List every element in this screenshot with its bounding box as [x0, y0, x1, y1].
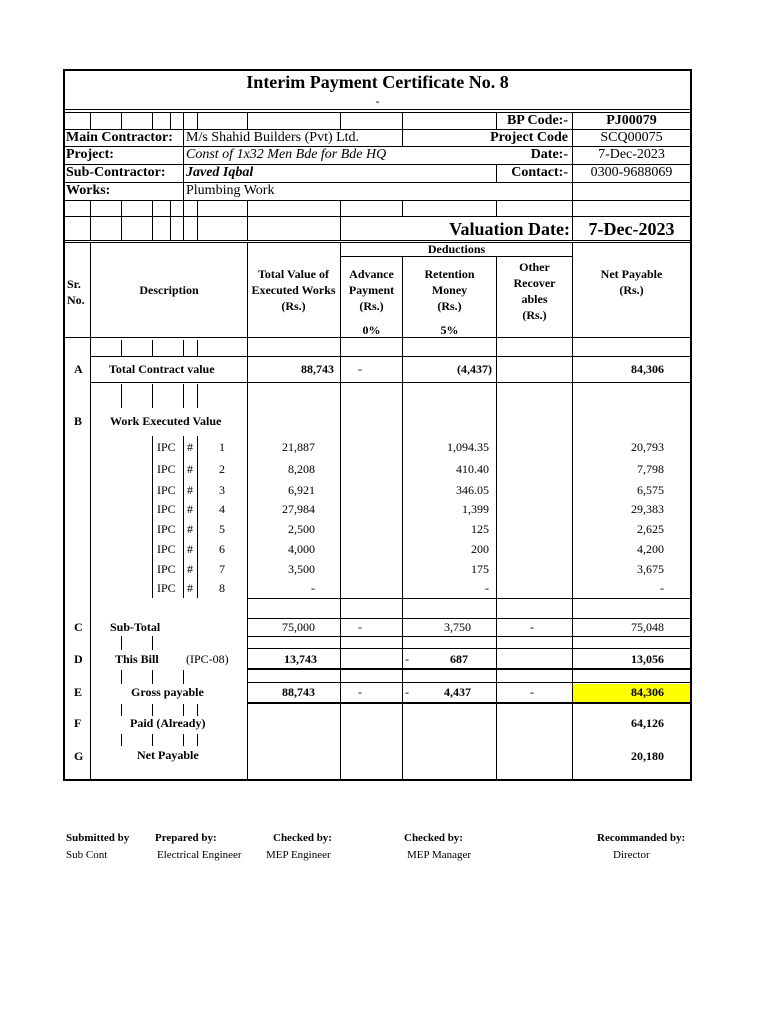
retention-header-line2: Money: [431, 283, 468, 297]
ipc-net: 3,675: [637, 562, 664, 576]
ipc-retention: 200: [471, 542, 489, 556]
total-value-header-line3: (Rs.): [281, 299, 306, 313]
project-value: Const of 1x32 Men Bde for Bde HQ: [186, 147, 387, 162]
signature-role: Submitted by: [66, 832, 130, 844]
ipc-net: 7,798: [637, 462, 664, 476]
other-header-line4: (Rs.): [522, 308, 547, 322]
signature-name: MEP Engineer: [266, 849, 331, 861]
total-value-header-line1: Total Value of: [258, 267, 329, 281]
row-e-sr: E: [74, 685, 83, 699]
ipc-net: -: [660, 581, 664, 595]
ipc-net: 6,575: [637, 483, 664, 497]
row-a-advance: -: [358, 362, 362, 376]
row-d-net: 13,056: [631, 652, 664, 666]
net-payable-header: [573, 266, 690, 298]
ipc-hash: #: [187, 440, 193, 454]
ipc-retention: 125: [471, 522, 489, 536]
net-payable-header-line1: Net Payable: [600, 267, 663, 281]
row-f-sr: F: [74, 716, 82, 730]
sr-header-line1: Sr.: [67, 277, 81, 291]
ipc-retention: 410.40: [456, 462, 489, 476]
ipc-label: IPC: [157, 562, 176, 576]
ipc-retention: 1,094.35: [447, 440, 489, 454]
ipc-hash: #: [187, 542, 193, 556]
sub-contractor-label: Sub-Contractor:: [66, 165, 166, 180]
ipc-number: 3: [219, 483, 225, 497]
ipc-net: 4,200: [637, 542, 664, 556]
contact-value: 0300-9688069: [590, 165, 673, 180]
row-a-net: 84,306: [631, 362, 664, 376]
ipc-number: 7: [219, 562, 225, 576]
ipc-number: 5: [219, 522, 225, 536]
signature-role: Checked by:: [404, 832, 463, 844]
works-value: Plumbing Work: [186, 183, 275, 198]
row-d-sr: D: [74, 652, 83, 666]
deductions-header: Deductions: [427, 242, 486, 256]
ipc-net: 20,793: [631, 440, 664, 454]
bp-code-value: PJ00079: [606, 113, 657, 128]
row-a-desc: Total Contract value: [109, 362, 215, 376]
retention-header-line1: Retention: [424, 267, 475, 281]
advance-header-line3: (Rs.): [359, 299, 384, 313]
ipc-retention: 1,399: [462, 502, 489, 516]
ipc-hash: #: [187, 502, 193, 516]
row-e-total: 88,743: [282, 685, 315, 699]
valuation-date-value: 7-Dec-2023: [588, 219, 675, 239]
row-c-other: -: [530, 620, 534, 634]
row-c-net: 75,048: [631, 620, 664, 634]
row-c-advance: -: [358, 620, 362, 634]
row-g-desc: Net Payable: [137, 748, 199, 762]
row-a-total: 88,743: [301, 362, 334, 376]
row-b-desc: Work Executed Value: [110, 414, 222, 428]
project-code-value: SCQ00075: [600, 130, 663, 145]
date-value: 7-Dec-2023: [598, 147, 665, 162]
row-c-total: 75,000: [282, 620, 315, 634]
row-d-ipc: (IPC-08): [186, 652, 229, 666]
ipc-total: 2,500: [288, 522, 315, 536]
row-f-net: 64,126: [631, 716, 664, 730]
ipc-total: 6,921: [288, 483, 315, 497]
ipc-number: 1: [219, 440, 225, 454]
signature-role: Prepared by:: [155, 832, 217, 844]
ipc-label: IPC: [157, 483, 176, 497]
ipc-total: 27,984: [282, 502, 315, 516]
date-label: Date:-: [530, 147, 568, 162]
ipc-label: IPC: [157, 542, 176, 556]
net-payable-header-line2: (Rs.): [619, 283, 644, 297]
bp-code-label: BP Code:-: [506, 113, 568, 128]
ipc-total: 8,208: [288, 462, 315, 476]
ipc-retention: -: [485, 581, 489, 595]
row-d-desc: This Bill: [115, 652, 159, 666]
ipc-hash: #: [187, 483, 193, 497]
row-a-retention: (4,437): [457, 362, 492, 376]
ipc-number: 4: [219, 502, 225, 516]
total-value-header: [247, 266, 340, 314]
works-label: Works:: [66, 183, 111, 198]
ipc-label: IPC: [157, 462, 176, 476]
main-contractor-value: M/s Shahid Builders (Pvt) Ltd.: [186, 130, 360, 145]
sr-header-line2: No.: [67, 293, 85, 307]
row-c-retention: 3,750: [444, 620, 471, 634]
other-header-line1: Other: [519, 260, 550, 274]
row-g-sr: G: [74, 749, 84, 763]
row-d-retention: 687: [450, 652, 468, 666]
description-header: Description: [139, 283, 199, 297]
row-e-advance: -: [358, 685, 362, 699]
signature-role: Checked by:: [273, 832, 332, 844]
row-c-sr: C: [74, 620, 83, 634]
ipc-label: IPC: [157, 581, 176, 595]
valuation-date-label: Valuation Date:: [449, 219, 570, 239]
retention-header: [403, 266, 496, 314]
retention-percent: 5%: [440, 323, 459, 337]
total-value-header-line2: Executed Works: [251, 283, 336, 297]
other-header-line3: ables: [521, 292, 548, 306]
retention-header-line3: (Rs.): [437, 299, 462, 313]
row-c-desc: Sub-Total: [110, 620, 161, 634]
ipc-net: 2,625: [637, 522, 664, 536]
ipc-total: 4,000: [288, 542, 315, 556]
row-g-net: 20,180: [631, 749, 664, 763]
project-label: Project:: [66, 147, 114, 162]
signature-name: Electrical Engineer: [157, 849, 242, 861]
advance-header: [341, 266, 402, 314]
signature-name: Director: [613, 849, 650, 861]
ipc-hash: #: [187, 522, 193, 536]
ipc-total: 3,500: [288, 562, 315, 576]
main-contractor-label: Main Contractor:: [66, 130, 173, 145]
row-b-sr: B: [74, 414, 83, 428]
row-e-net: 84,306: [631, 685, 664, 699]
other-header-line2: Recover: [513, 276, 556, 290]
sub-contractor-value: Javed Iqbal: [186, 165, 254, 180]
signature-name: MEP Manager: [407, 849, 472, 861]
ipc-hash: #: [187, 562, 193, 576]
row-e-desc: Gross payable: [131, 685, 204, 699]
other-recoverables-header: [497, 259, 572, 323]
row-e-retention: 4,437: [444, 685, 471, 699]
advance-header-line2: Payment: [348, 283, 395, 297]
signature-name: Sub Cont: [66, 849, 108, 861]
ipc-label: IPC: [157, 502, 176, 516]
advance-header-line1: Advance: [349, 267, 394, 281]
ipc-number: 6: [219, 542, 225, 556]
row-e-retention-dash: -: [405, 685, 409, 699]
project-code-label: Project Code: [490, 130, 568, 145]
ipc-label: IPC: [157, 522, 176, 536]
sr-header: [67, 276, 85, 308]
row-d-total: 13,743: [284, 652, 317, 666]
contact-label: Contact:-: [511, 165, 568, 180]
title-dash: -: [375, 94, 380, 108]
ipc-retention: 175: [471, 562, 489, 576]
row-e-other: -: [530, 685, 534, 699]
ipc-number: 8: [219, 581, 225, 595]
row-f-desc: Paid (Already): [130, 716, 206, 730]
page-title: Interim Payment Certificate No. 8: [246, 72, 509, 92]
ipc-total: 21,887: [282, 440, 315, 454]
ipc-hash: #: [187, 462, 193, 476]
advance-percent: 0%: [362, 323, 381, 337]
ipc-label: IPC: [157, 440, 176, 454]
row-d-retention-dash: -: [405, 652, 409, 666]
ipc-hash: #: [187, 581, 193, 595]
ipc-retention: 346.05: [456, 483, 489, 497]
ipc-total: -: [311, 581, 315, 595]
row-a-sr: A: [74, 362, 83, 376]
signature-role: Recommanded by:: [597, 832, 686, 844]
ipc-number: 2: [219, 462, 225, 476]
ipc-net: 29,383: [631, 502, 664, 516]
